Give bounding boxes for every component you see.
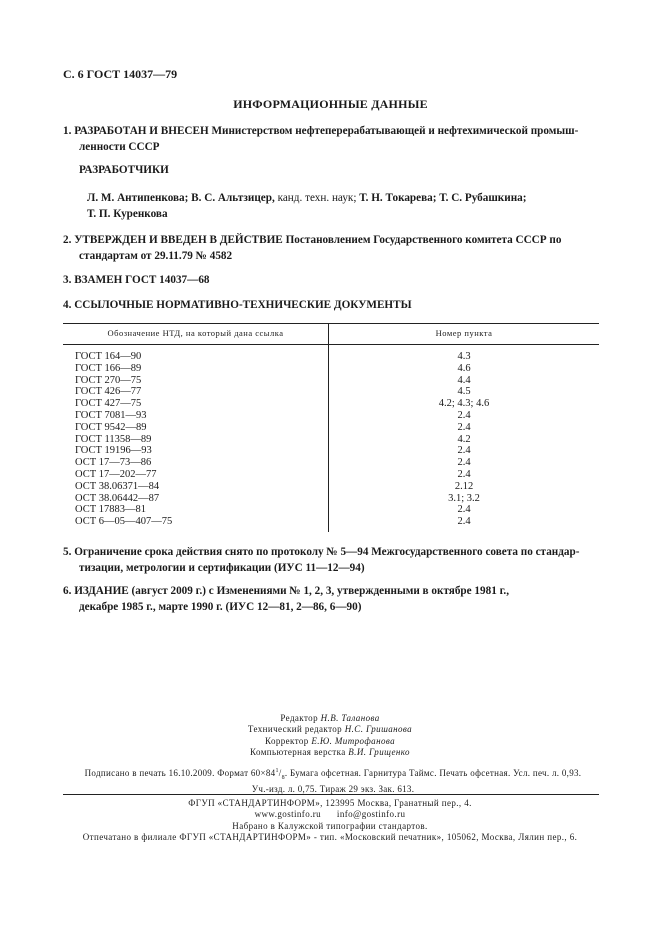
table-cell-item: 2.4	[457, 516, 471, 528]
table-row	[63, 457, 599, 469]
credit-role: Технический редактор	[247, 724, 343, 735]
print-info-line1: Подписано в печать 16.10.2009. Формат 60×84	[84, 768, 276, 778]
editorial-credits	[200, 713, 460, 758]
section5-text-cont: тизации, метрологии и сертификации (ИУС 11—12—94)	[79, 561, 365, 574]
publisher-info	[40, 798, 620, 843]
table-row	[63, 410, 599, 422]
section5-text: 5. Ограничение срока действия снято по протоколу № 5—94 Межгосударственного совета по стандар-	[63, 546, 580, 558]
table-cell-item: 2.4	[457, 468, 471, 480]
credit-role: Компьютерная верстка	[250, 746, 346, 757]
table-row	[63, 422, 599, 434]
table-row	[63, 516, 599, 532]
table-cell-document: ОСТ 6—05—407—75	[63, 516, 329, 532]
section-references: 4. ССЫЛОЧНЫЕ НОРМАТИВНО-ТЕХНИЧЕСКИЕ ДОКУМЕНТЫ	[63, 299, 412, 311]
table-cell-document: ГОСТ 426—77	[63, 386, 329, 398]
credit-name: Е.Ю. Митрофанова	[311, 735, 395, 746]
print-info-line1-rest: . Бумага офсетная. Гарнитура Таймс. Печать офсетная. Усл. печ. л. 0,93.	[284, 768, 582, 778]
table-cell-document: ГОСТ 427—75	[63, 398, 329, 410]
table-row	[63, 434, 599, 446]
table-row	[63, 504, 599, 516]
section1-text: Министерством нефтеперерабатывающей и нефтехимической промыш-	[211, 125, 579, 137]
footer-divider	[63, 794, 599, 795]
section-replaces: 3. ВЗАМЕН ГОСТ 14037—68	[63, 274, 210, 286]
table-row	[63, 493, 599, 505]
section6-text-cont: декабре 1985 г., марте 1990 г. (ИУС 12—81, 2—86, 6—90)	[79, 600, 362, 613]
section-edition	[63, 584, 599, 615]
section-approved	[63, 233, 599, 264]
table-cell-document: ОСТ 17—202—77	[63, 469, 329, 481]
table-cell-document: ГОСТ 270—75	[63, 375, 329, 387]
credit-name: В.И. Грищенко	[348, 746, 410, 757]
table-row	[63, 398, 599, 410]
publisher-typeset: Набрано в Калужской типографии стандартов.	[232, 820, 428, 831]
table-header-item: Номер пункта	[329, 324, 600, 345]
table-cell-item: 4.4	[457, 374, 471, 386]
section1-text-cont: ленности СССР	[79, 140, 160, 153]
table-row	[63, 345, 599, 363]
table-cell-document: ОСТ 38.06371—84	[63, 481, 329, 493]
table-cell-document: ОСТ 38.06442—87	[63, 493, 329, 505]
section2-label: 2. УТВЕРЖДЕН И ВВЕДЕН В ДЕЙСТВИЕ	[63, 234, 283, 246]
section-developed-by	[63, 124, 599, 155]
table-row	[63, 375, 599, 387]
table-cell-document: ГОСТ 19196—93	[63, 445, 329, 457]
table-row	[63, 469, 599, 481]
table-cell-document: ГОСТ 11358—89	[63, 434, 329, 446]
section1-label: 1. РАЗРАБОТАН И ВНЕСЕН	[63, 125, 209, 137]
table-row	[63, 481, 599, 493]
credit-role: Редактор	[280, 713, 318, 723]
publisher-web: www.gostinfo.ru info@gostinfo.ru	[254, 809, 406, 820]
credit-role: Корректор	[264, 735, 309, 746]
table-row	[63, 445, 599, 457]
table-cell-item: 4.2; 4.3; 4.6	[438, 398, 490, 410]
developers-list	[87, 191, 598, 222]
table-cell-item: 2.4	[457, 504, 471, 516]
section-term-limit	[63, 545, 599, 576]
developers-names-b: Т. Н. Токарева; Т. С. Рубашкина;	[359, 192, 527, 204]
table-cell-document: ГОСТ 164—90	[63, 345, 329, 363]
page-header: С. 6 ГОСТ 14037—79	[63, 67, 178, 81]
table-cell-document: ГОСТ 7081—93	[63, 410, 329, 422]
references-table	[63, 323, 599, 532]
section2-text: Постановлением Государственного комитета СССР по	[285, 234, 562, 246]
print-info: Подписано в печать 16.10.2009. Формат $60\times 84^1/_8$. Бумага офсетная. Гарнитура Таймс. Печать офсетная. Усл. печ. л. 0,93. Уч.-изд. л. 0,75. Тираж 29 экз. Зак. 613.	[63, 766, 603, 795]
table-cell-item: 4.6	[457, 362, 471, 374]
table-cell-item: 2.4	[457, 445, 471, 457]
table-cell-item: 2.12	[454, 480, 474, 492]
print-info-line2: Уч.-изд. л. 0,75. Тираж 29 экз. Зак. 613.	[251, 784, 415, 795]
section6-text: 6. ИЗДАНИЕ (август 2009 г.) с Изменениями № 1, 2, 3, утвержденными в октябре 1981 г.,	[63, 585, 509, 597]
format-fraction-num: 1	[275, 768, 279, 774]
section2-text-cont: стандартам от 29.11.79 № 4582	[79, 249, 233, 262]
table-cell-document: ОСТ 17883—81	[63, 504, 329, 516]
developers-heading: РАЗРАБОТЧИКИ	[79, 164, 169, 176]
publisher-printed: Отпечатано в филиале ФГУП «СТАНДАРТИНФОРМ» - тип. «Московский печатник», 105062, Москва, Лялин пер., 6.	[82, 831, 578, 842]
table-cell-item: 3.1; 3.2	[448, 492, 480, 504]
format-fraction-den: 8	[281, 774, 285, 781]
table-cell-item: 2.4	[457, 457, 471, 469]
table-cell-item: 4.2	[457, 433, 471, 445]
developers-names-a: Л. М. Антипенкова; В. С. Альтзицер,	[87, 192, 275, 204]
table-row	[63, 363, 599, 375]
table-cell-item: 2.4	[457, 421, 471, 433]
credit-name: Н.С. Гришанова	[344, 724, 413, 735]
table-cell-item: 2.4	[457, 409, 471, 421]
table-cell-item: 4.5	[457, 386, 471, 398]
table-row	[63, 386, 599, 398]
table-cell-document: ОСТ 17—73—86	[63, 457, 329, 469]
page-title: ИНФОРМАЦИОННЫЕ ДАННЫЕ	[233, 97, 428, 111]
credit-name: Н.В. Таланова	[320, 713, 380, 723]
table-header-document: Обозначение НТД, на который дана ссылка	[63, 324, 329, 345]
developers-degree: канд. техн. наук;	[277, 192, 357, 204]
table-cell-document: ГОСТ 9542—89	[63, 422, 329, 434]
table-cell-document: ГОСТ 166—89	[63, 363, 329, 375]
table-cell-item: 4.3	[457, 351, 471, 362]
developers-names-c: Т. П. Куренкова	[87, 207, 168, 220]
publisher-address: ФГУП «СТАНДАРТИНФОРМ», 123995 Москва, Гранатный пер., 4.	[188, 798, 472, 808]
